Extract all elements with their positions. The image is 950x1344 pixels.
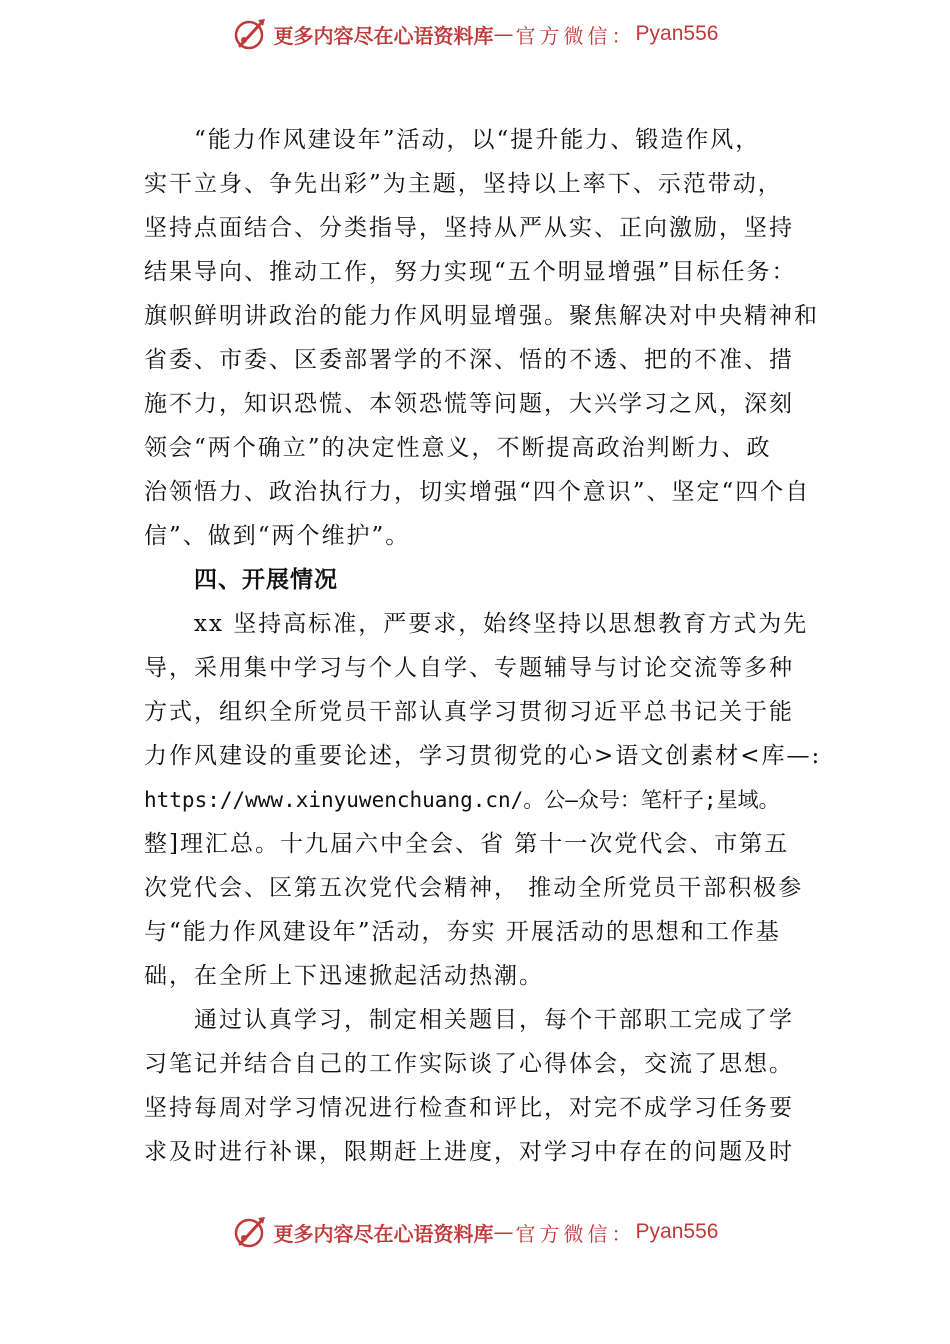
wechat-account: Pyan556 xyxy=(635,22,719,45)
paragraph-line: 础，在全所上下迅速掀起活动热潮。 xyxy=(144,963,544,989)
separator: — xyxy=(493,1220,514,1244)
paragraph-line: 方式，组织全所党员干部认真学习贯彻习近平总书记关于能 xyxy=(144,699,794,725)
paragraph-line: 结果导向、推动工作，努力实现“五个明显增强”目标任务： xyxy=(144,259,797,285)
paragraph-line: 旗帜鲜明讲政治的能力作风明显增强。聚焦解决对中央精神和 xyxy=(144,303,819,329)
paragraph-line: 与“能力作风建设年”活动，夯实 开展活动的思想和工作基 xyxy=(144,919,781,945)
paragraph-line: 信”、做到“两个维护”。 xyxy=(144,523,411,549)
paragraph-line: 坚持每周对学习情况进行检查和评比，对完不成学习任务要 xyxy=(144,1095,794,1121)
brand-text: 更多内容尽在心语资料库 xyxy=(273,1221,494,1246)
pen-logo-icon xyxy=(232,1214,268,1250)
paragraph-line: 通过认真学习，制定相关题目，每个干部职工完成了学 xyxy=(194,1007,794,1033)
paragraph-line: 治领悟力、政治执行力，切实增强“四个意识”、坚定“四个自 xyxy=(144,479,811,505)
wechat-label: 官方微信： xyxy=(515,1221,636,1246)
pen-logo-icon xyxy=(232,16,268,52)
paragraph-line: “能力作风建设年”活动，以“提升能力、锻造作风， xyxy=(194,127,761,153)
wechat-account: Pyan556 xyxy=(635,1220,719,1243)
paragraph-line: 整]理汇总。十九届六中全会、省 第十一次党代会、市第五 xyxy=(144,831,790,857)
paragraph-line: 实干立身、争先出彩”为主题，坚持以上率下、示范带动， xyxy=(144,171,783,197)
paragraph-line: 习笔记并结合自己的工作实际谈了心得体会，交流了思想。 xyxy=(144,1051,794,1077)
paragraph-line: 求及时进行补课，限期赶上进度，对学习中存在的问题及时 xyxy=(144,1139,794,1165)
section-heading: 四、开展情况 xyxy=(194,567,338,593)
document-body xyxy=(144,118,844,1174)
brand-text: 更多内容尽在心语资料库 xyxy=(273,23,494,48)
paragraph-line: xx 坚持高标准，严要求，始终坚持以思想教育方式为先 xyxy=(194,611,809,637)
wechat-label: 官方微信： xyxy=(515,23,636,48)
paragraph-line: 导，采用集中学习与个人自学、专题辅导与讨论交流等多种 xyxy=(144,655,794,681)
paragraph-line: 次党代会、区第五次党代会精神， 推动全所党员干部积极参 xyxy=(144,875,804,901)
paragraph-line: 领会“两个确立”的决定性意义，不断提高政治判断力、政 xyxy=(144,435,772,461)
separator: — xyxy=(493,22,514,46)
header-watermark-banner xyxy=(0,14,950,54)
paragraph-line: 施不力，知识恐慌、本领恐慌等问题，大兴学习之风，深刻 xyxy=(144,391,794,417)
paragraph-line: 坚持点面结合、分类指导，坚持从严从实、正向激励，坚持 xyxy=(144,215,794,241)
paragraph-line: 力作风建设的重要论述，学习贯彻党的心>语文创素材<库—: xyxy=(144,743,822,769)
footer-watermark-banner xyxy=(0,1212,950,1252)
paragraph-line: 省委、市委、区委部署学的不深、悟的不透、把的不准、措 xyxy=(144,347,794,373)
paragraph-line: https://www.xinyuwenchuang.cn/。公—众号：笔杆子;星域。 xyxy=(144,788,780,812)
